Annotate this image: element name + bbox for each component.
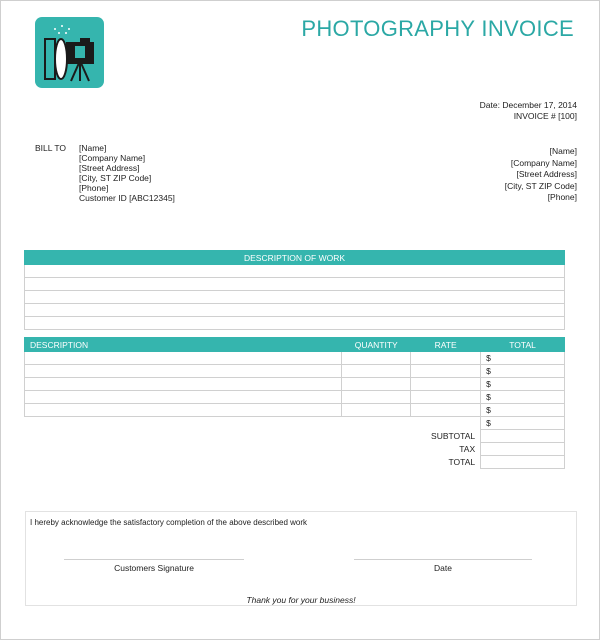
table-row xyxy=(25,304,565,317)
work-cell[interactable] xyxy=(25,278,565,291)
work-cell[interactable] xyxy=(25,304,565,317)
signature-line[interactable] xyxy=(64,559,244,560)
total-row xyxy=(25,456,565,469)
subtotal-value[interactable] xyxy=(481,430,565,443)
item-rate[interactable] xyxy=(411,391,481,404)
item-total[interactable] xyxy=(481,352,565,365)
camera-on-tripod-icon xyxy=(35,17,104,88)
work-table-header: DESCRIPTION OF WORK xyxy=(25,251,565,265)
col-header-total: TOTAL xyxy=(481,338,565,352)
item-description[interactable] xyxy=(25,404,342,417)
spacer-cell xyxy=(411,417,481,430)
item-rate[interactable] xyxy=(411,404,481,417)
col-header-rate: RATE xyxy=(411,338,481,352)
table-row xyxy=(25,317,565,330)
item-rate[interactable] xyxy=(411,378,481,391)
subtotal-row xyxy=(25,430,565,443)
ship-to-city: [City, ST ZIP Code] xyxy=(504,180,577,191)
spacer-cell xyxy=(25,430,411,443)
invoice-title: PHOTOGRAPHY INVOICE xyxy=(301,16,574,41)
currency-symbol: $ xyxy=(486,379,491,389)
date-label: Date xyxy=(434,563,452,573)
date-line[interactable] xyxy=(354,559,532,560)
item-total[interactable] xyxy=(481,365,565,378)
item-rate[interactable] xyxy=(411,352,481,365)
total-label: TOTAL xyxy=(448,457,476,467)
line-items-table xyxy=(24,337,565,469)
item-total[interactable] xyxy=(481,378,565,391)
item-description[interactable] xyxy=(25,378,342,391)
table-row xyxy=(25,417,565,430)
invoice-number: INVOICE # [100] xyxy=(513,111,577,121)
tax-row xyxy=(25,443,565,456)
item-description-empty xyxy=(25,417,342,430)
tax-label: TAX xyxy=(459,444,476,454)
item-description[interactable] xyxy=(25,352,342,365)
bill-to-name: [Name] xyxy=(79,143,107,153)
item-quantity[interactable] xyxy=(342,365,411,378)
item-total[interactable] xyxy=(481,417,565,430)
bill-to-company: [Company Name] xyxy=(79,153,146,163)
item-quantity[interactable] xyxy=(342,352,411,365)
logo xyxy=(35,17,104,88)
work-cell[interactable] xyxy=(25,291,565,304)
item-quantity[interactable] xyxy=(342,404,411,417)
thank-you-note: Thank you for your business! xyxy=(246,595,356,605)
col-header-description: DESCRIPTION xyxy=(25,338,342,352)
table-row xyxy=(25,352,565,365)
subtotal-label: SUBTOTAL xyxy=(431,431,476,441)
spacer-cell xyxy=(25,443,411,456)
bill-to-customer-id: Customer ID [ABC12345] xyxy=(79,193,175,203)
item-description[interactable] xyxy=(25,365,342,378)
bill-to-city: [City, ST ZIP Code] xyxy=(79,173,152,183)
item-quantity[interactable] xyxy=(342,378,411,391)
ship-to-phone: [Phone] xyxy=(547,192,577,202)
currency-symbol: $ xyxy=(486,405,491,415)
spacer-cell xyxy=(25,456,411,469)
table-row xyxy=(25,278,565,291)
total-value[interactable] xyxy=(481,456,565,469)
spacer-cell xyxy=(342,417,411,430)
item-total[interactable] xyxy=(481,404,565,417)
table-row xyxy=(25,365,565,378)
ship-to-street: [Street Address] xyxy=(516,169,577,179)
item-description[interactable] xyxy=(25,391,342,404)
acknowledgement-box xyxy=(25,511,577,606)
invoice-meta xyxy=(480,100,577,122)
invoice-date: Date: December 17, 2014 xyxy=(479,100,577,110)
bill-to-label: BILL TO xyxy=(35,143,67,153)
work-cell[interactable] xyxy=(25,317,565,330)
ship-to-block xyxy=(505,146,577,204)
table-row xyxy=(25,265,565,278)
item-rate[interactable] xyxy=(411,365,481,378)
ship-to-name: [Name] xyxy=(549,146,577,156)
currency-symbol: $ xyxy=(486,353,491,363)
currency-symbol: $ xyxy=(486,366,491,376)
col-header-quantity: QUANTITY xyxy=(342,338,411,352)
ship-to-company: [Company Name] xyxy=(510,157,577,168)
bill-to-street: [Street Address] xyxy=(79,163,140,173)
item-total[interactable] xyxy=(481,391,565,404)
acknowledgement-text: I hereby acknowledge the satisfactory completion of the above described work xyxy=(30,518,308,527)
signature-label: Customers Signature xyxy=(114,563,194,573)
table-row xyxy=(25,291,565,304)
table-row xyxy=(25,391,565,404)
work-description-table xyxy=(24,250,565,330)
bill-to-phone: [Phone] xyxy=(79,183,109,193)
work-cell[interactable] xyxy=(25,265,565,278)
tax-value[interactable] xyxy=(481,443,565,456)
currency-symbol: $ xyxy=(486,392,491,402)
table-row xyxy=(25,404,565,417)
bill-to-block xyxy=(79,143,175,203)
currency-symbol: $ xyxy=(486,418,491,428)
item-quantity[interactable] xyxy=(342,391,411,404)
table-row xyxy=(25,378,565,391)
